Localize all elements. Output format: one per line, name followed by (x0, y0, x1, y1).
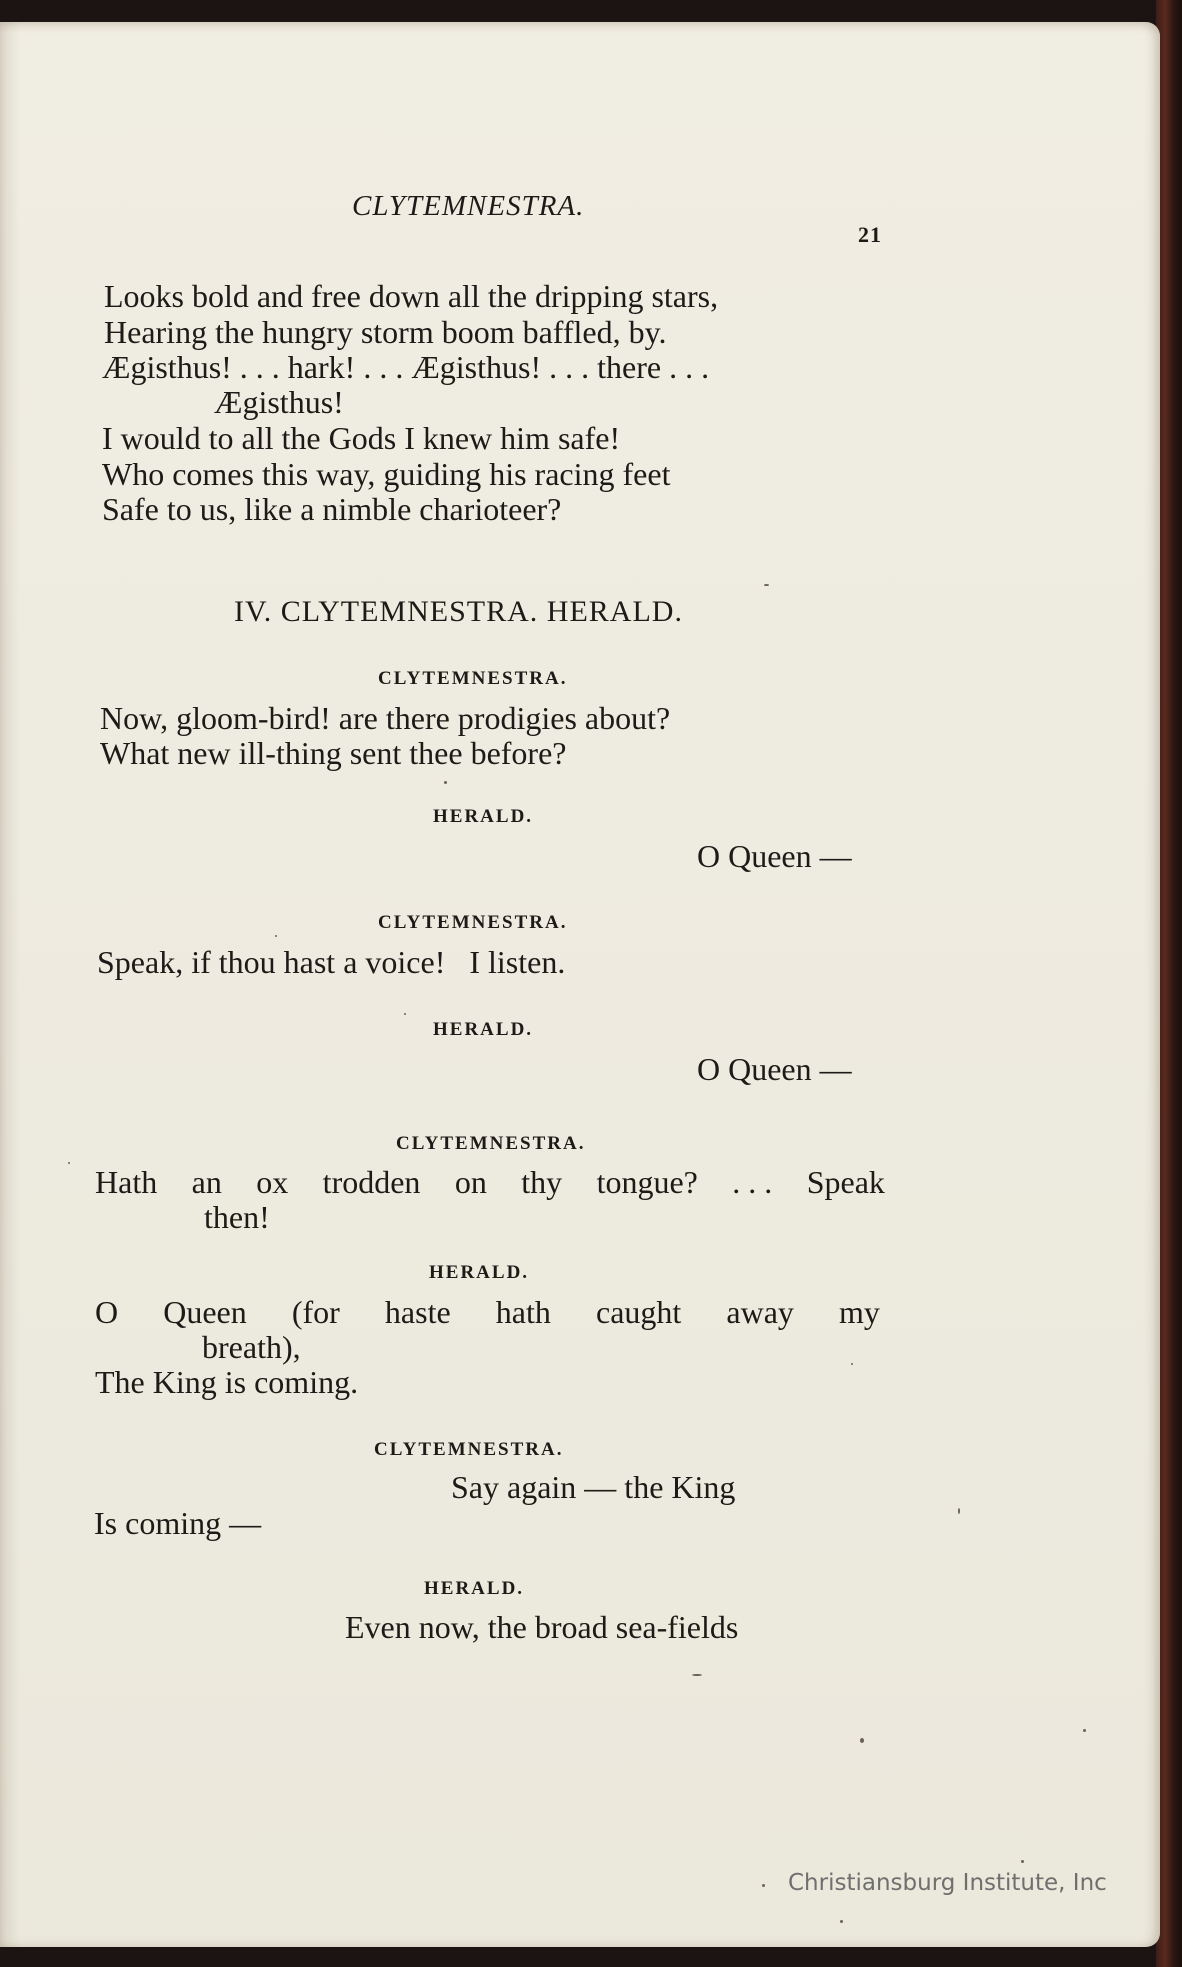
word: ox (256, 1164, 289, 1200)
speaker-name: HERALD. (433, 1019, 534, 1040)
word: (for (291, 1294, 340, 1330)
dialogue-line: What new ill-thing sent thee before? (100, 735, 567, 771)
word: Queen (163, 1294, 247, 1330)
speaker-name: CLYTEMNESTRA. (374, 1439, 564, 1460)
paper-speck (444, 781, 447, 784)
verse-line: Ægisthus! . . . hark! . . . Ægisthus! . . . there . . . (102, 349, 710, 385)
dialogue-line: The King is coming. (95, 1364, 359, 1400)
word: hath (495, 1294, 551, 1330)
verse-line: I would to all the Gods I knew him safe! (102, 420, 621, 456)
speaker-name: HERALD. (433, 806, 534, 827)
word: . . . (732, 1164, 773, 1200)
paper-speck (762, 1884, 765, 1887)
verse-line: Safe to us, like a nimble charioteer? (102, 491, 562, 527)
dialogue-line: Even now, the broad sea-fields (345, 1609, 739, 1645)
paper-speck (958, 1508, 960, 1514)
speaker-name: HERALD. (429, 1262, 530, 1283)
verse-line: Who comes this way, guiding his racing feet (102, 456, 671, 492)
speaker-name: CLYTEMNESTRA. (396, 1133, 586, 1154)
verse-line: Hearing the hungry storm boom baffled, by. (104, 314, 667, 350)
word: Speak (806, 1164, 885, 1200)
dialogue-line-justified (95, 1164, 885, 1200)
dialogue-line: Now, gloom-bird! are there prodigies about? (100, 700, 671, 736)
dialogue-line: Say again — the King (451, 1469, 736, 1505)
watermark-credit: Christiansburg Institute, Inc (788, 1870, 1107, 1896)
word: thy (521, 1164, 563, 1200)
word: trodden (322, 1164, 421, 1200)
word: caught (595, 1294, 682, 1330)
word: Hath (95, 1164, 158, 1200)
word: tongue? (596, 1164, 698, 1200)
word: on (454, 1164, 487, 1200)
paper-speck (1083, 1729, 1086, 1732)
dialogue-line-continuation: breath), (202, 1329, 301, 1365)
dialogue-line: Speak, if thou hast a voice! I listen. (97, 944, 566, 980)
paper-speck (275, 935, 277, 937)
speaker-name: CLYTEMNESTRA. (378, 912, 568, 933)
speaker-name: CLYTEMNESTRA. (378, 668, 568, 689)
dialogue-line-continuation: then! (204, 1199, 270, 1235)
verse-line-continuation: Ægisthus! (214, 384, 344, 420)
word: my (839, 1294, 880, 1330)
word: haste (384, 1294, 451, 1330)
paper-speck (68, 1162, 70, 1164)
paper-speck (764, 584, 769, 586)
dialogue-line-justified (95, 1294, 880, 1330)
dialogue-line: O Queen — (697, 1051, 852, 1087)
running-head: CLYTEMNESTRA. (352, 190, 585, 222)
paper-speck (860, 1738, 864, 1743)
dialogue-line: Is coming — (94, 1505, 262, 1541)
paper-speck (851, 1363, 853, 1365)
page-gutter-shade (0, 22, 20, 1947)
word: away (726, 1294, 794, 1330)
paper-speck (404, 1013, 406, 1015)
dialogue-line: O Queen — (697, 838, 852, 874)
section-heading: IV. CLYTEMNESTRA. HERALD. (234, 595, 683, 628)
paper-speck (1021, 1860, 1024, 1863)
paper-speck (840, 1920, 843, 1923)
page-number: 21 (858, 222, 882, 247)
word: O (95, 1294, 119, 1330)
paper-speck (692, 1674, 702, 1676)
speaker-name: HERALD. (424, 1578, 525, 1599)
verse-line: Looks bold and free down all the dripping stars, (104, 278, 719, 314)
word: an (191, 1164, 222, 1200)
